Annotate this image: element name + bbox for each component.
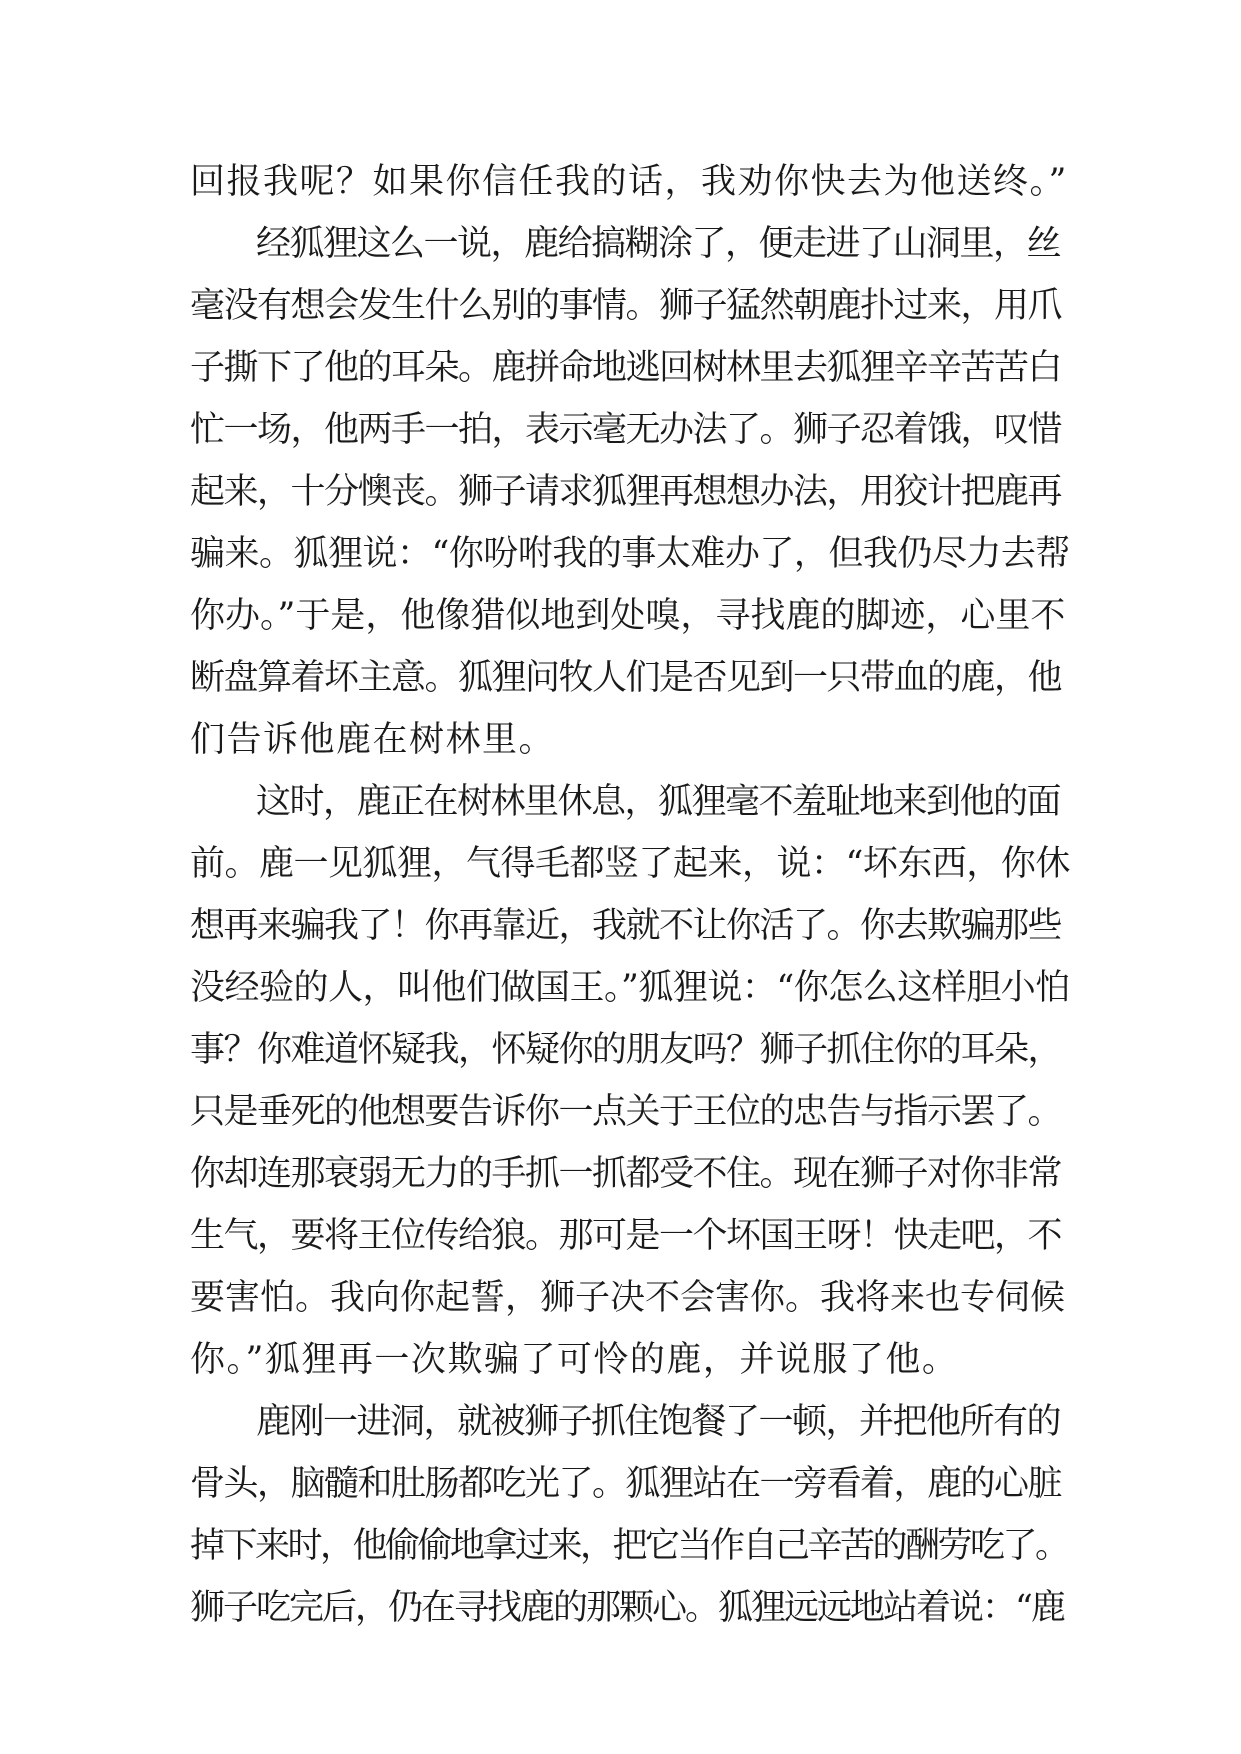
text-line: 骨头，脑髓和肚肠都吃光了。狐狸站在一旁看着，鹿的心脏 xyxy=(190,1464,1062,1504)
text-line: 骗来。狐狸说：“你吩咐我的事太难办了，但我仍尽力去帮 xyxy=(190,534,1070,574)
text-line: 你却连那衰弱无力的手抓一抓都受不住。现在狮子对你非常 xyxy=(190,1154,1062,1194)
text-line: 断盘算着坏主意。狐狸问牧人们是否见到一只带血的鹿，他 xyxy=(190,658,1062,698)
text-line: 要害怕。我向你起誓，狮子决不会害你。我将来也专伺候 xyxy=(190,1278,1066,1318)
text-line: 们告诉他鹿在树林里。 xyxy=(190,720,556,760)
text-line: 你。”狐狸再一次欺骗了可怜的鹿，并说服了他。 xyxy=(190,1340,959,1380)
text-line: 只是垂死的他想要告诉你一点关于王位的忠告与指示罢了。 xyxy=(190,1092,1062,1132)
text-line: 子撕下了他的耳朵。鹿拼命地逃回树林里去狐狸辛辛苦苦白 xyxy=(190,348,1062,388)
text-line: 狮子吃完后，仍在寻找鹿的那颗心。狐狸远远地站着说：“鹿 xyxy=(190,1588,1064,1628)
text-line: 毫没有想会发生什么别的事情。狮子猛然朝鹿扑过来，用爪 xyxy=(190,286,1062,326)
text-line: 忙一场，他两手一拍，表示毫无办法了。狮子忍着饿，叹惜 xyxy=(190,410,1062,450)
text-line: 你办。”于是，他像猎似地到处嗅，寻找鹿的脚迹，心里不 xyxy=(190,596,1066,636)
paragraph-first-line: 鹿刚一进洞，就被狮子抓住饱餐了一顿，并把他所有的 xyxy=(256,1402,1061,1442)
text-line: 回报我呢？如果你信任我的话，我劝你快去为他送终。” xyxy=(190,162,1068,202)
text-line: 没经验的人，叫他们做国王。”狐狸说：“你怎么这样胆小怕 xyxy=(190,968,1070,1008)
text-line: 想再来骗我了！你再靠近，我就不让你活了。你去欺骗那些 xyxy=(190,906,1062,946)
text-line: 前。鹿一见狐狸，气得毛都竖了起来，说：“坏东西，你休 xyxy=(190,844,1070,884)
paragraph-first-line: 经狐狸这么一说，鹿给搞糊涂了，便走进了山洞里，丝 xyxy=(256,224,1061,264)
text-line: 事？你难道怀疑我，怀疑你的朋友吗？狮子抓住你的耳朵， xyxy=(190,1030,1062,1070)
paragraph-first-line: 这时，鹿正在树林里休息，狐狸毫不羞耻地来到他的面 xyxy=(256,782,1061,822)
text-line: 掉下来时，他偷偷地拿过来，把它当作自己辛苦的酬劳吃了。 xyxy=(190,1526,1068,1566)
text-line: 起来，十分懊丧。狮子请求狐狸再想想办法，用狡计把鹿再 xyxy=(190,472,1062,512)
text-line: 生气，要将王位传给狼。那可是一个坏国王呀！快走吧，不 xyxy=(190,1216,1062,1256)
